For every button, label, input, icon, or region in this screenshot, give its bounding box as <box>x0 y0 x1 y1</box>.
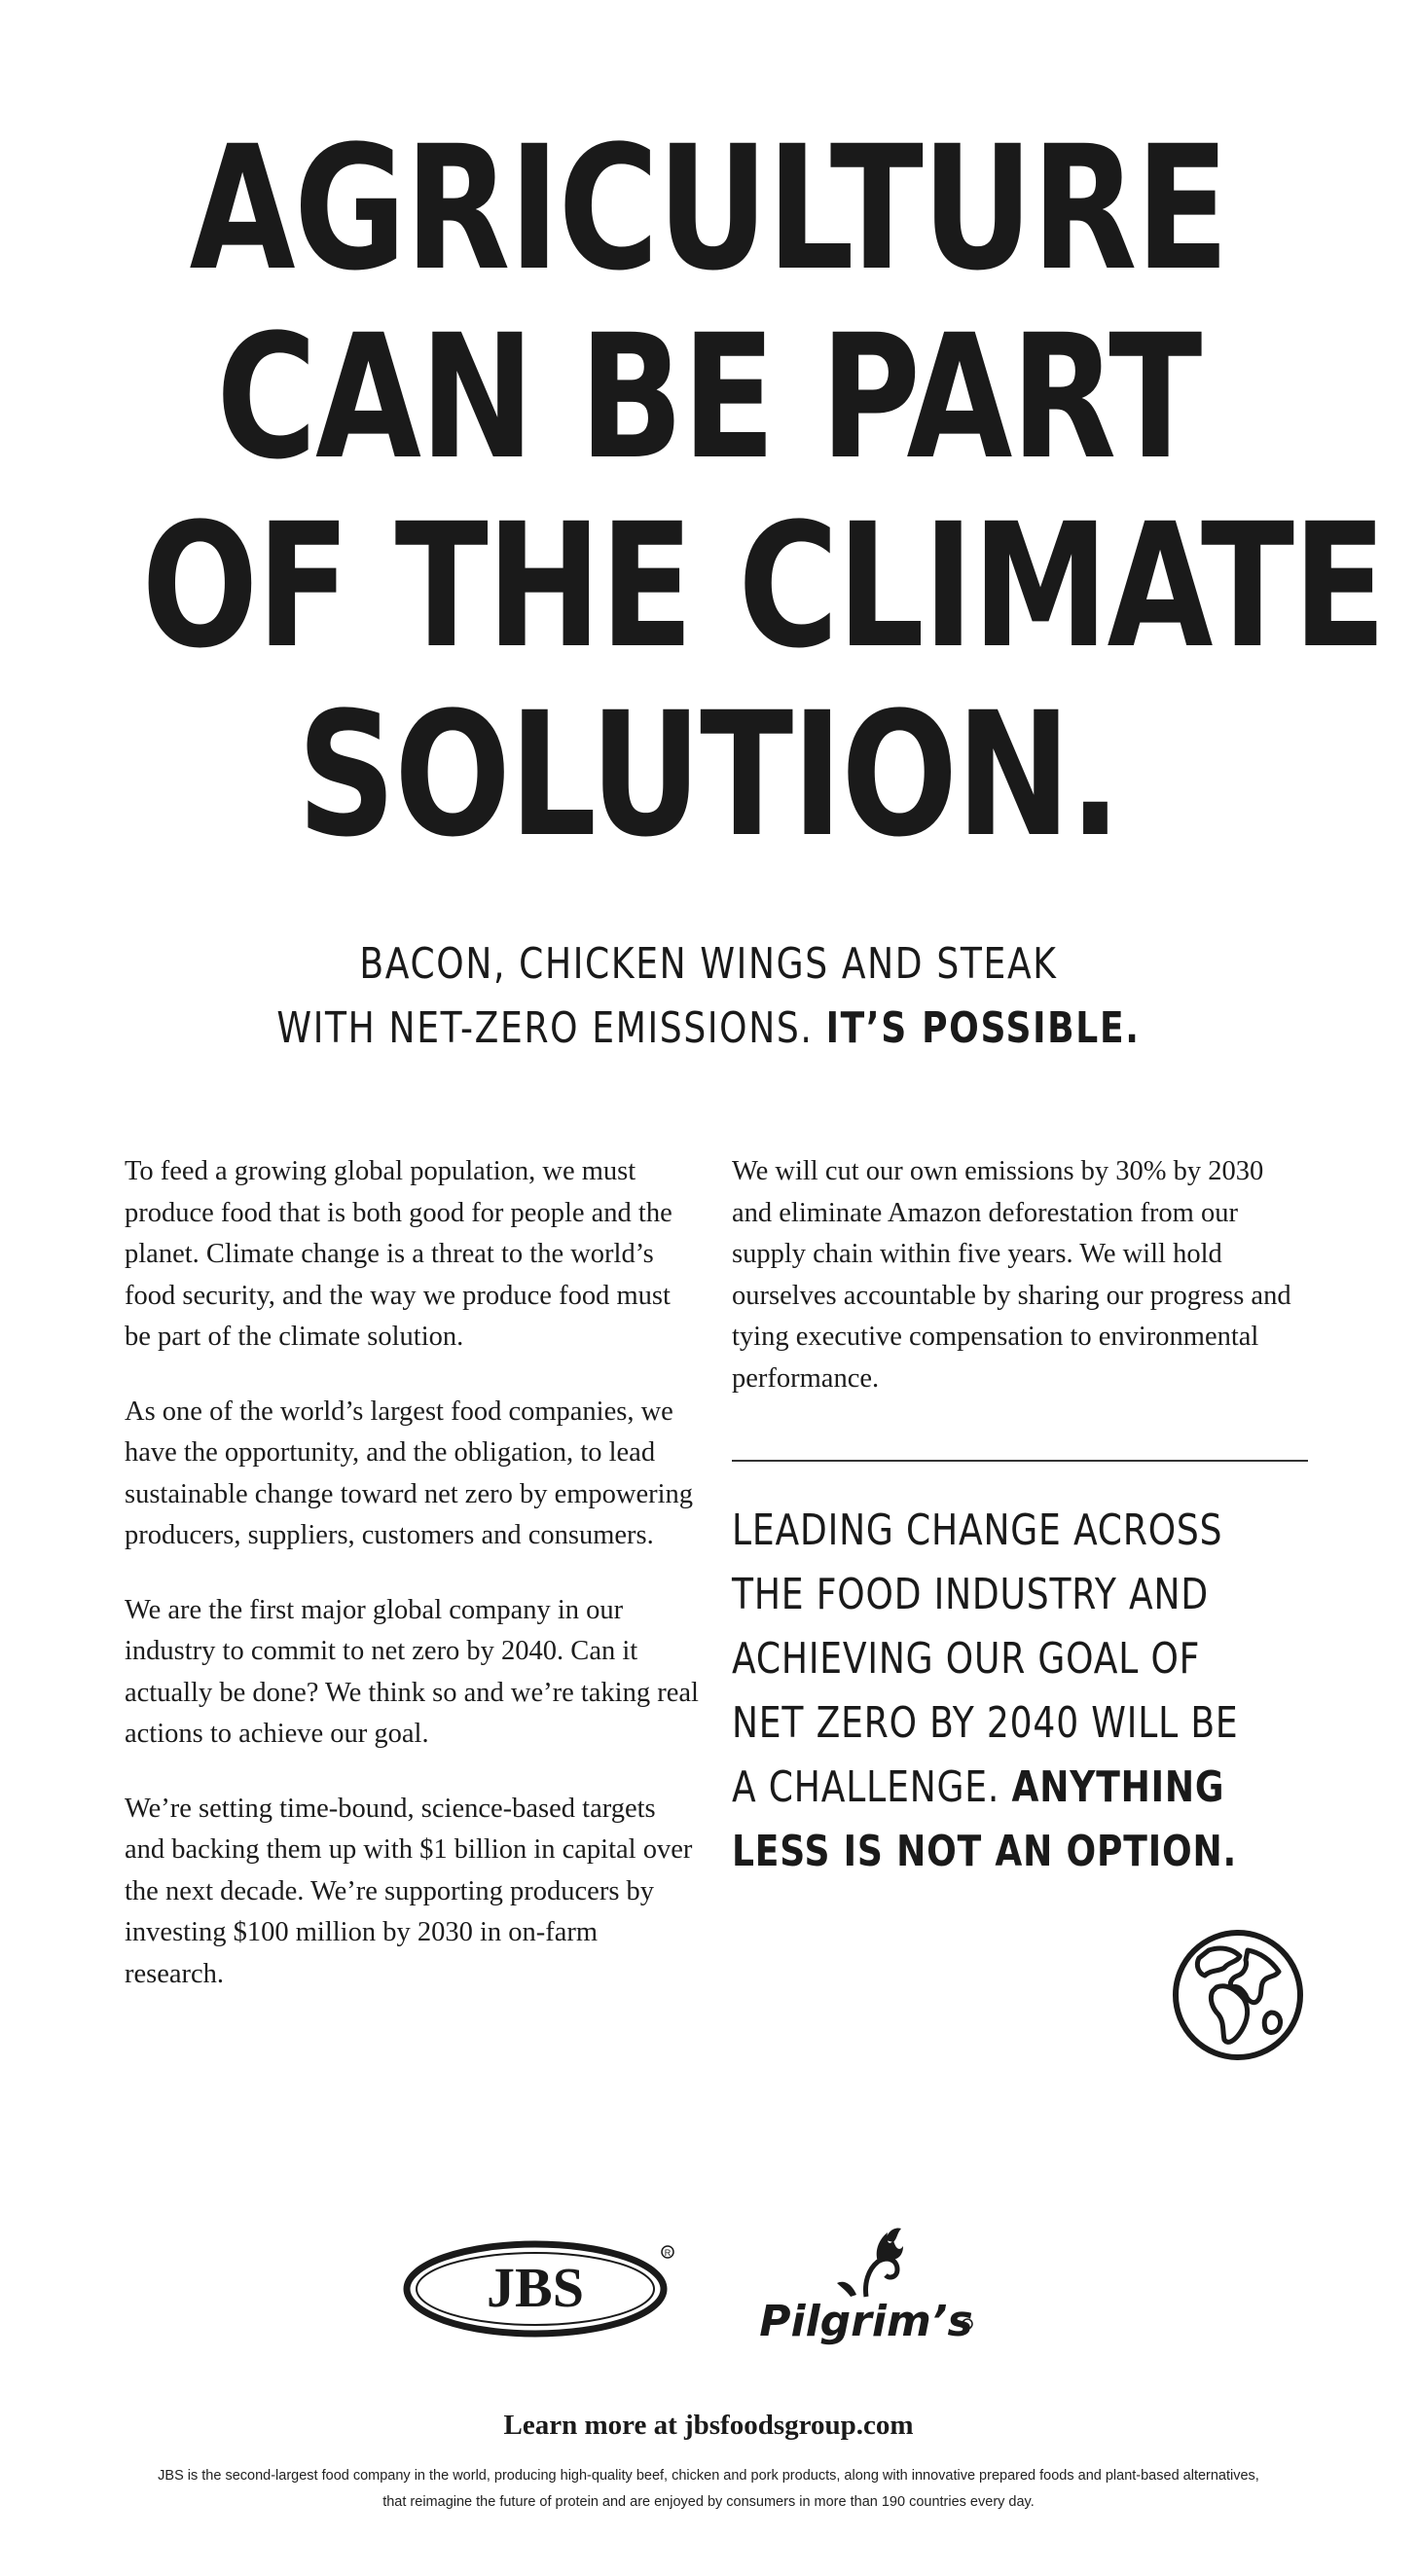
pull-quote-line-5 <box>732 1756 1306 1820</box>
jbs-logo-text: JBS <box>487 2256 584 2319</box>
headline <box>141 109 1385 875</box>
body-paragraph-5: We will cut our own emissions by 30% by 2030 and eliminate Amazon deforestation from our supply chain within five years. We will hold ourselves accountable by sharing our progress and tying executive compensation to environmental performance. <box>732 1156 1291 1394</box>
headline-line-4: SOLUTION. <box>297 675 1120 875</box>
disclaimer-line-2: that reimagine the future of protein and are enjoyed by consumers in more than 190 countries every day. <box>382 2494 1035 2510</box>
learn-more-link[interactable]: Learn more at jbsfoodsgroup.com <box>503 2410 914 2441</box>
pull-quote-line-5-bold: ANYTHING <box>1011 1762 1225 1812</box>
pull-quote-line-5-regular: A CHALLENGE. <box>732 1762 1012 1812</box>
divider <box>732 1460 1308 1462</box>
body-paragraph-1: To feed a growing global population, we must produce food that is both good for people and the planet. Climate change is a threat to the world’s food security, and the way we produce food must be part of the climate solution. <box>125 1156 672 1352</box>
jbs-logo <box>399 2229 681 2345</box>
pull-quote-line-3: ACHIEVING OUR GOAL OF <box>732 1634 1201 1684</box>
subhead-line-2-bold: IT’S POSSIBLE. <box>825 1003 1141 1053</box>
globe-icon <box>1170 1927 1306 2063</box>
subhead-line-2 <box>127 997 1290 1061</box>
body-left-column <box>125 1151 701 2028</box>
pull-quote-line-2: THE FOOD INDUSTRY AND <box>732 1570 1209 1619</box>
subhead-line-1: BACON, CHICKEN WINGS AND STEAK <box>359 939 1058 989</box>
pull-quote <box>732 1499 1306 1884</box>
pull-quote-line-1: LEADING CHANGE ACROSS <box>732 1506 1223 1555</box>
headline-line-3: OF THE CLIMATE <box>141 487 1385 686</box>
headline-line-1: AGRICULTURE <box>189 109 1228 308</box>
body-paragraph-4: We’re setting time-bound, science-based targets and backing them up with $1 billion in capital over the next decade. We’re supporting producers by investing $100 million by 2030 in on-farm research. <box>125 1793 693 1989</box>
body-paragraph-2: As one of the world’s largest food companies, we have the opportunity, and the obligation, to lead sustainable change toward net zero by empowering producers, suppliers, customers and consumers. <box>125 1396 694 1550</box>
disclaimer-line-1: JBS is the second-largest food company in the world, producing high-quality beef, chicken and pork products, along with innovative prepared foods and plant-based alternatives, <box>158 2468 1259 2484</box>
headline-line-2: CAN BE PART <box>216 298 1201 497</box>
pilgrims-logo-text: Pilgrim’s <box>759 2297 973 2346</box>
disclaimer <box>97 2463 1320 2516</box>
subheadline <box>127 932 1290 1061</box>
body-paragraph-3: We are the first major global company in our industry to commit to net zero by 2040. Can it actually be done? We think so and we’re taking real actions to achieve our goal. <box>125 1594 699 1749</box>
subhead-line-2-regular: WITH NET-ZERO EMISSIONS. <box>276 1003 826 1053</box>
pull-quote-line-4: NET ZERO BY 2040 WILL BE <box>732 1698 1239 1748</box>
pull-quote-line-6: LESS IS NOT AN OPTION. <box>732 1827 1238 1876</box>
pilgrims-logo <box>751 2201 985 2357</box>
body-right-column <box>732 1151 1308 1433</box>
svg-text:R: R <box>664 2248 672 2258</box>
